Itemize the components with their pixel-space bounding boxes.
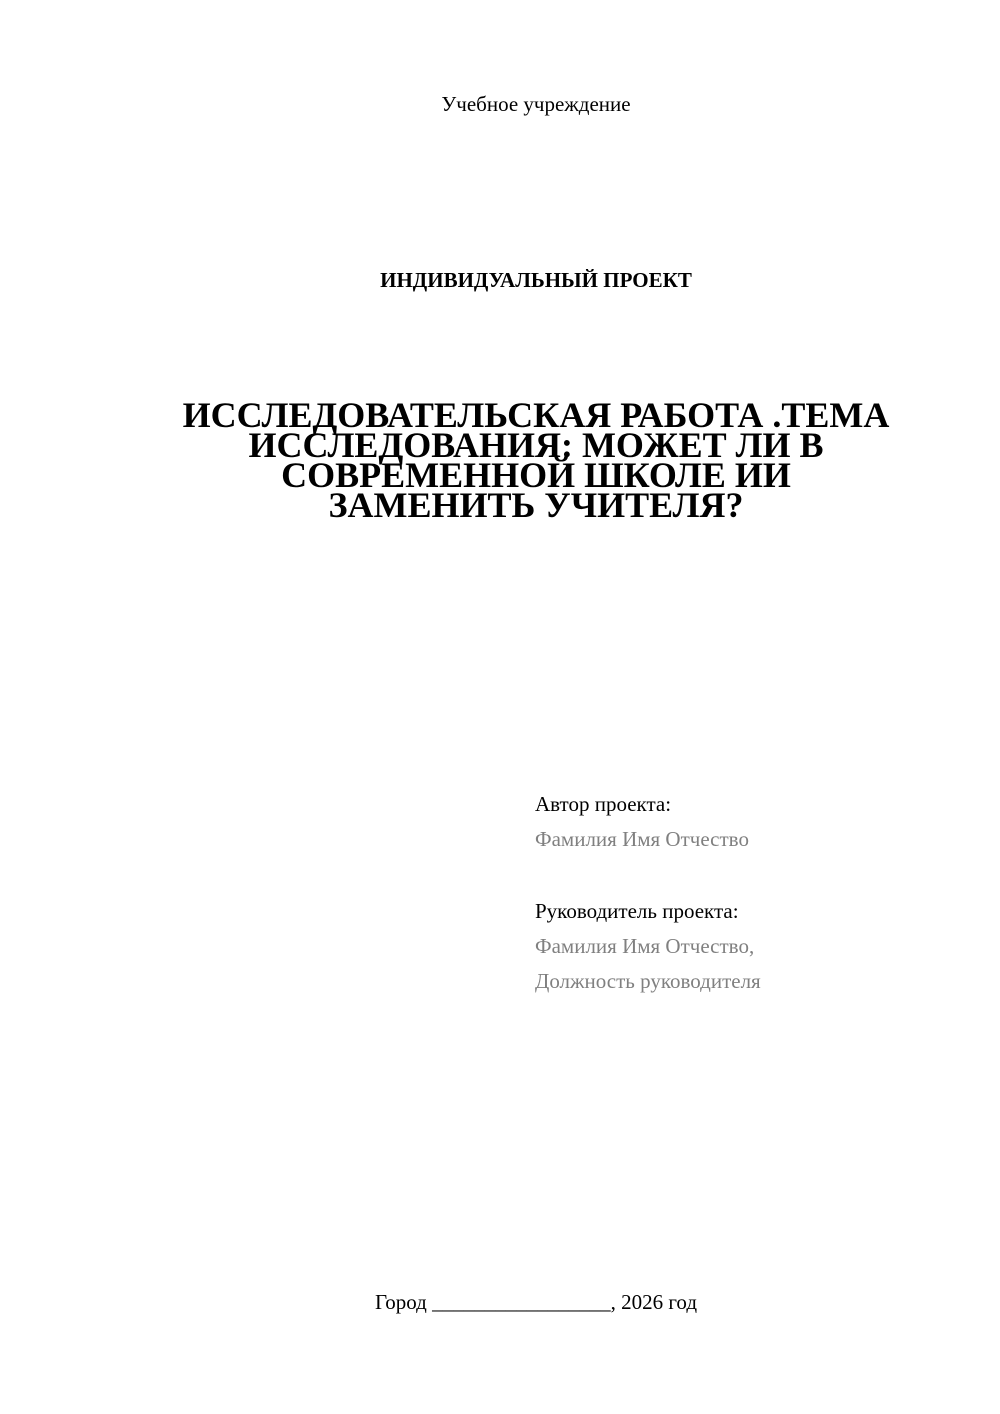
title-line: ЗАМЕНИТЬ УЧИТЕЛЯ? — [328, 485, 744, 525]
title-line: ИССЛЕДОВАНИЯ: МОЖЕТ ЛИ В — [248, 425, 824, 465]
city-year-footer: Город _________________, 2026 год — [374, 1290, 698, 1314]
author-block — [535, 787, 749, 857]
author-name: Фамилия Имя Отчество — [535, 827, 749, 851]
supervisor-position: Должность руководителя — [535, 969, 761, 993]
institution-name: Учебное учреждение — [441, 92, 631, 116]
project-type-heading: ИНДИВИДУАЛЬНЫЙ ПРОЕКТ — [380, 268, 692, 292]
research-title — [100, 395, 972, 525]
supervisor-block — [535, 894, 761, 999]
title-line: СОВРЕМЕННОЙ ШКОЛЕ ИИ — [281, 455, 791, 495]
supervisor-label: Руководитель проекта: — [535, 899, 739, 923]
author-label: Автор проекта: — [535, 792, 672, 816]
supervisor-name: Фамилия Имя Отчество, — [535, 934, 755, 958]
title-line: ИССЛЕДОВАТЕЛЬСКАЯ РАБОТА .ТЕМА — [182, 395, 890, 435]
